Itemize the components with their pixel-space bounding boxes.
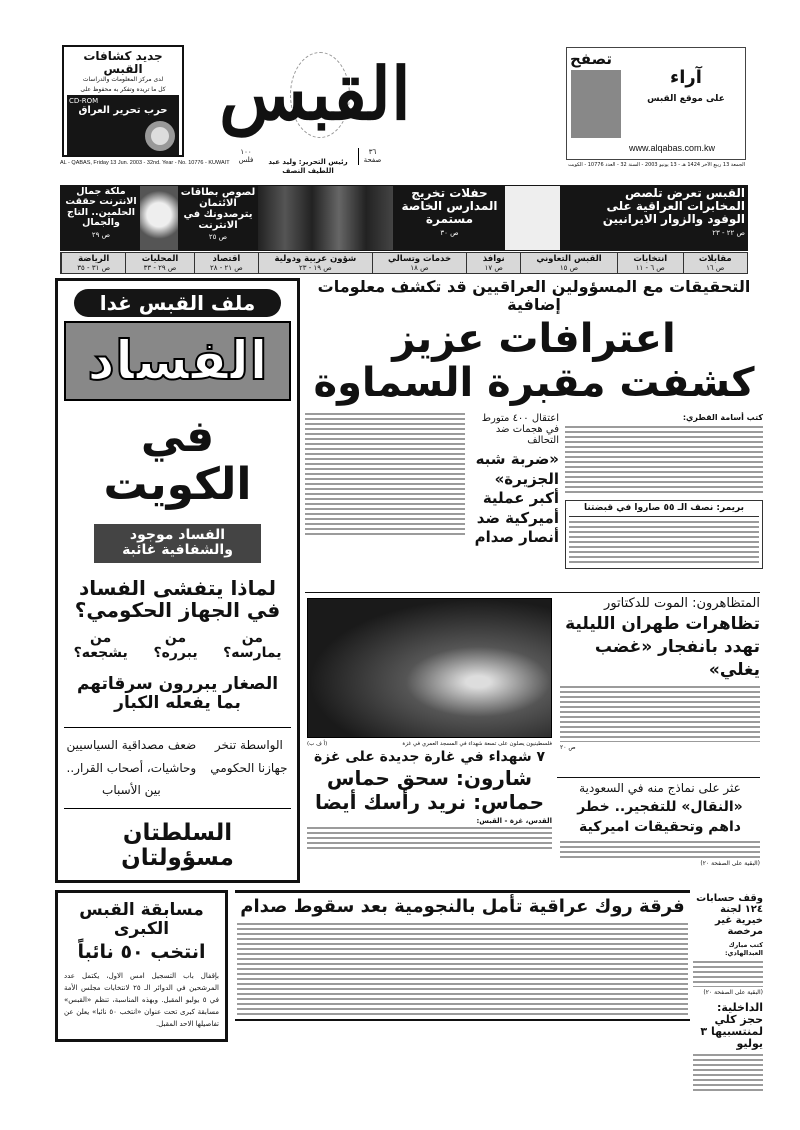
charity-continued: (البقية على الصفحة ٢٠) <box>703 989 763 996</box>
tehran-kicker: المتظاهرون: الموت للدكتاتور <box>604 596 760 611</box>
teaser-page: ص ٣٠ <box>440 228 459 237</box>
gaza-headline-2[interactable]: حماس: نريد رأسك أيضا <box>314 790 545 815</box>
pages-count <box>358 148 386 165</box>
teaser-title: لصوص بطاقات الائتمان يترصدونك في الانترنت <box>180 187 256 231</box>
main-story <box>305 278 763 569</box>
feature-col-right: الواسطة تنخر جهازنا الحكومي <box>210 737 288 775</box>
charity-story[interactable] <box>693 893 763 1094</box>
side-kicker: اعتقال ٤٠٠ متورط في هجمات ضد التحالف <box>481 413 559 447</box>
tehran-headline[interactable]: تظاهرات طهران الليلية تهدد بانفجار «غضب يغلي» <box>565 614 760 680</box>
ad-subtitle: لدى مركز المعلومات والدراسات <box>82 76 164 84</box>
who-justifies: من يبرره؟ <box>153 629 198 661</box>
corruption-feature-box[interactable] <box>55 278 300 883</box>
photo-caption: فلسطينيون يصلون على تسعة شهداء في المسجد العمري في غزة <box>402 741 552 747</box>
feature-footer: السلطتان مسؤولتان <box>121 820 234 872</box>
teaser-photo-doc <box>505 186 560 250</box>
pages-number: ٣٦ <box>368 148 377 156</box>
main-body-left <box>305 413 465 538</box>
teaser-page: ص ٢٢ - ٢٣ <box>712 228 745 237</box>
teaser-title: ملكة جمال الانترنت حققت الحلمين.. التاج والجمال <box>65 186 137 229</box>
teaser-credit-cards[interactable] <box>178 187 258 241</box>
teaser-graduation[interactable] <box>397 187 502 237</box>
section-item[interactable]: الرياضة ص ٣١ - ٣٥ <box>61 253 125 273</box>
gaza-photo <box>307 598 552 738</box>
saudi-headline[interactable]: «النقال» للتفجير.. خطر داهم وتحقيقات اميركية <box>577 799 743 836</box>
section-item[interactable]: اقتصاد ص ٢١ - ٢٨ <box>194 253 258 273</box>
section-nav <box>60 252 748 274</box>
gaza-dateline: القدس، غزة - القبس: <box>476 817 552 826</box>
main-headline-1[interactable]: اعترافات عزيز <box>392 316 676 363</box>
feature-subtitle: في الكويت <box>103 411 252 511</box>
phone-image <box>571 70 621 138</box>
contest-body: بإقفال باب التسجيل امس الاول، يكتمل عدد المرشحين في الدوائر الـ ٢٥ لانتخابات مجلس الأمة في ٥ يوليو المقبل. وبهذه المناسبة، تنظم «القبس» مسابقة كبرى تحت عنوان «انتخب ٥٠ نائبا» يعلن عن تفاصيلها الاحد المقبل. <box>64 972 219 1028</box>
who-encourages: من يشجعه؟ <box>73 629 128 661</box>
side-headline: «ضربة شبه الجزيرة» أكبر عملية أميركية ضد أنصار صدام <box>474 450 559 547</box>
interior-headline: الداخلية: حجز كلي لمنتسبيها ٣ يوليو <box>700 1001 763 1051</box>
feature-question: لماذا يتفشى الفساد في الجهاز الحكومي؟ <box>74 575 281 622</box>
main-headline-2[interactable]: كشفت مقبرة السماوة <box>313 360 755 407</box>
charity-byline: كتب مبارك العبدالهادي: <box>724 941 763 957</box>
divider <box>305 592 760 593</box>
price <box>234 148 258 165</box>
feature-col-left: ضعف مصداقية السياسيين وحاشيات، أصحاب القرار.. بين الأسباب <box>66 737 197 798</box>
section-item[interactable]: انتخابات ص ٦ - ١١ <box>617 253 683 273</box>
photo-credit: (أ ف ب) <box>307 741 328 747</box>
saudi-kicker: عثر على نماذج منه في السعودية <box>579 781 741 795</box>
date-line-ar: الجمعة 13 ربيع الآخر 1424 هـ - 13 يونيو 2003 - السنة 32 - العدد 10776 - الكويت <box>568 162 745 168</box>
pages-label: صفحة <box>363 156 382 165</box>
editor-line: رئيس التحرير: وليد عبد اللطيف النصف <box>268 158 348 175</box>
contest-subtitle: انتخب ٥٠ نائباً <box>77 941 206 964</box>
main-kicker: التحقيقات مع المسؤولين العراقيين قد تكشف معلومات إضافية <box>317 277 751 314</box>
gaza-kicker: ٧ شهداء في غارة جديدة على غزة <box>313 749 546 765</box>
bremer-title: بريمر: نصف الـ ٥٥ صاروا في قبضتنا <box>569 504 759 517</box>
cd-disc-icon <box>145 121 175 151</box>
who-practices: من يمارسه؟ <box>223 629 282 661</box>
ad-title: جديد كشافات القبس <box>83 49 163 77</box>
gaza-headline-1[interactable]: شارون: سحق حماس <box>326 766 533 791</box>
date-line-en: AL - QABAS, Friday 13 Jun. 2003 - 32nd. Year - No. 10776 - KUWAIT <box>60 160 230 166</box>
tehran-body <box>560 686 760 742</box>
side-story[interactable] <box>471 413 559 569</box>
divider <box>557 777 760 778</box>
teaser-page: ص ٢٩ <box>91 230 111 239</box>
teaser-page: ص ٢٥ <box>208 233 228 241</box>
contest-box[interactable] <box>55 890 228 1042</box>
section-item[interactable]: مقابلات ص ١٦ <box>683 253 747 273</box>
teaser-photo-queen <box>140 186 178 250</box>
ad-line: كل ما تريده وتفكر به محفوظ على <box>80 86 166 94</box>
feature-banner: ملف القبس غدا <box>74 289 281 317</box>
feature-tag: الفساد موجود والشفافية غائبة <box>94 524 261 563</box>
logo-text: القبس <box>219 51 411 136</box>
saudi-story <box>560 781 760 867</box>
price-value: ١٠٠ <box>240 148 252 156</box>
tehran-page: ص ٢٠ <box>560 743 576 751</box>
main-byline: كتب أسامة القطري: <box>682 413 763 423</box>
website-ad[interactable] <box>566 47 746 160</box>
charity-headline: وقف حسابات ١٢٤ لجنة خيرية غير مرخصة <box>696 893 763 937</box>
gaza-story <box>307 750 552 849</box>
saudi-continued: (البقية على الصفحة ٢٠) <box>700 859 760 867</box>
feature-title: الفساد <box>64 321 291 401</box>
rock-headline[interactable]: فرقة روك عراقية تأمل بالنجومية بعد سقوط صدام <box>240 896 685 917</box>
ad-right-url[interactable]: www.alqabas.com.kw <box>629 143 716 153</box>
price-unit: فلس <box>238 156 254 165</box>
ad-right-title: تصفح <box>570 50 613 68</box>
teaser-internet-queen[interactable] <box>62 187 140 239</box>
cd-rom-ad[interactable] <box>62 45 184 157</box>
section-item[interactable]: القبس التعاوني ص ١٥ <box>520 253 617 273</box>
gaza-body <box>307 827 552 849</box>
teaser-iraq-intel[interactable] <box>565 187 745 237</box>
ad-right-brand: آراء <box>670 66 702 88</box>
ad-headline: حرب تحرير العراق <box>78 105 168 117</box>
section-item[interactable]: المحليات ص ٢٩ - ٣٣ <box>125 253 193 273</box>
bremer-box[interactable] <box>565 500 763 569</box>
section-item[interactable]: نوافذ ص ١٧ <box>466 253 520 273</box>
contest-title: مسابقة القبس الكبرى <box>79 900 204 939</box>
feature-quote: الصغار يبررون سرقاتهم بما يفعله الكبار <box>76 674 279 714</box>
newspaper-logo <box>195 44 435 144</box>
rock-body <box>237 923 688 1015</box>
rock-story <box>235 890 690 1021</box>
section-item[interactable]: شؤون عربية ودولية ص ١٩ - ٢٣ <box>258 253 372 273</box>
saudi-body <box>560 841 760 859</box>
section-item[interactable]: خدمات وتسالي ص ١٨ <box>372 253 467 273</box>
ad-cd-label: CD-ROM <box>69 97 99 106</box>
ad-right-site-label: على موقع القبس <box>647 94 725 105</box>
teaser-title: القبس تعرض تلصص المخابرات العراقية على الوفود والزوار الايرانيين <box>602 186 745 227</box>
teaser-photo-students <box>258 186 393 250</box>
teaser-title: حفلات تخريج المدارس الخاصة مستمرة <box>401 186 498 227</box>
tehran-story <box>560 596 760 751</box>
main-body-right <box>565 426 763 496</box>
